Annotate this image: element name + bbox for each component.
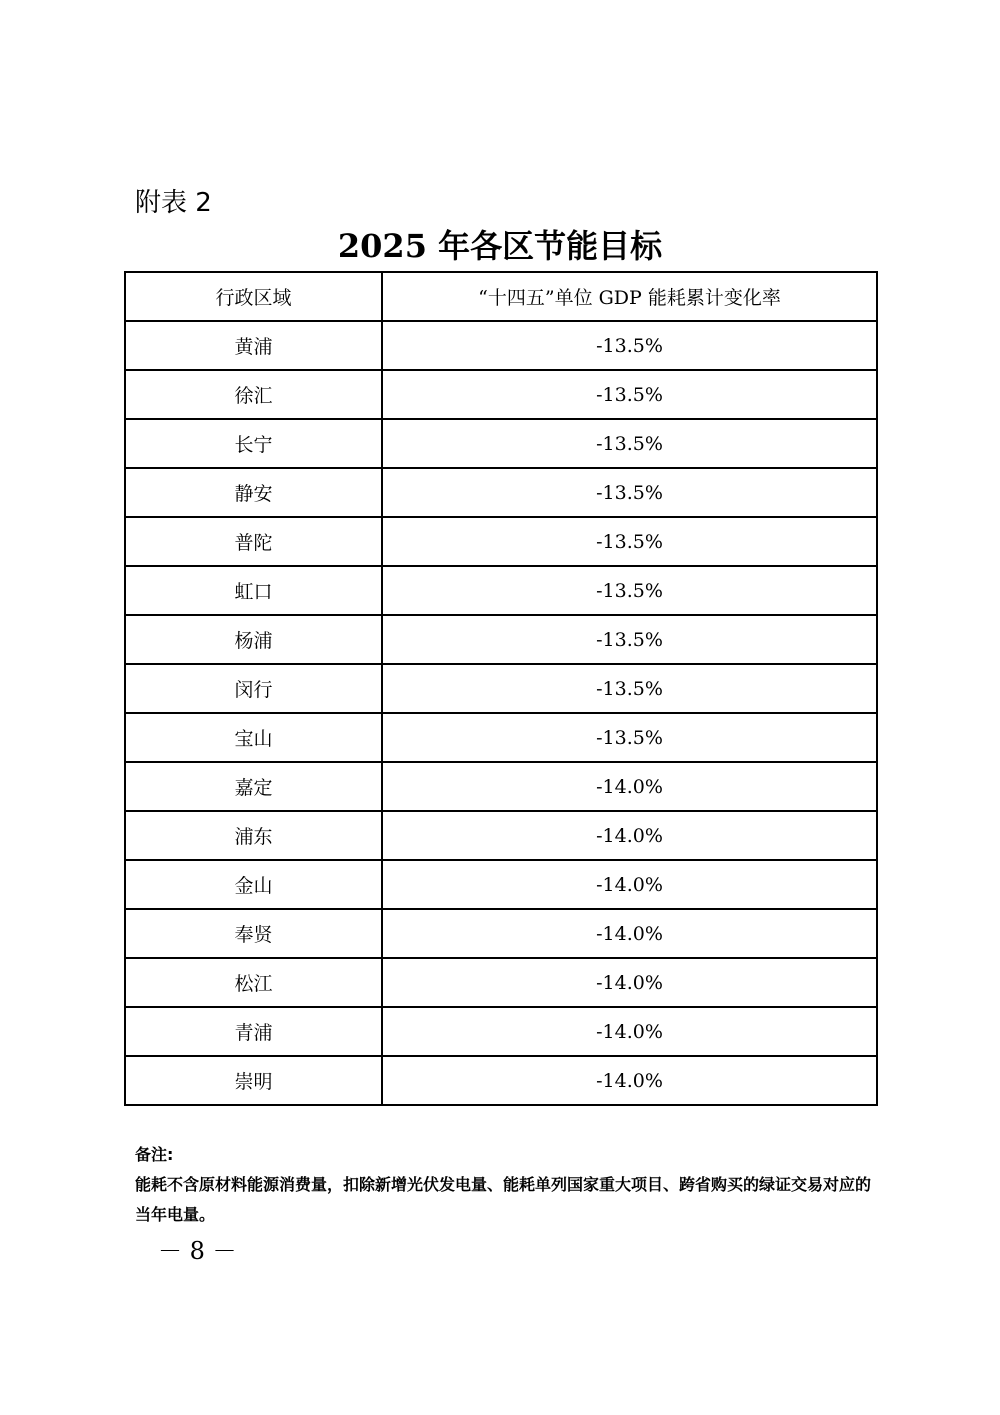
table-row <box>125 566 877 615</box>
rate-cell: -13.5% <box>382 615 877 664</box>
district-cell: 青浦 <box>125 1007 382 1056</box>
district-cell: 普陀 <box>125 517 382 566</box>
district-cell: 金山 <box>125 860 382 909</box>
rate-cell: -13.5% <box>382 566 877 615</box>
rate-cell: -13.5% <box>382 517 877 566</box>
district-cell: 松江 <box>125 958 382 1007</box>
district-cell: 虹口 <box>125 566 382 615</box>
table-row <box>125 909 877 958</box>
district-cell: 长宁 <box>125 419 382 468</box>
district-cell: 杨浦 <box>125 615 382 664</box>
table-row <box>125 762 877 811</box>
notes-section <box>135 1140 885 1230</box>
table-row <box>125 517 877 566</box>
rate-cell: -13.5% <box>382 321 877 370</box>
energy-targets-table <box>124 271 878 1106</box>
district-cell: 崇明 <box>125 1056 382 1105</box>
table-row <box>125 860 877 909</box>
rate-cell: -13.5% <box>382 713 877 762</box>
rate-cell: -14.0% <box>382 958 877 1007</box>
rate-cell: -13.5% <box>382 664 877 713</box>
table-header-row <box>125 272 877 321</box>
table-row <box>125 370 877 419</box>
table-row <box>125 468 877 517</box>
table-row <box>125 664 877 713</box>
district-cell: 宝山 <box>125 713 382 762</box>
table-row <box>125 419 877 468</box>
rate-cell: -13.5% <box>382 419 877 468</box>
notes-text: 能耗不含原材料能源消费量，扣除新增光伏发电量、能耗单列国家重大项目、跨省购买的绿证交易对应的当年电量。 <box>135 1175 872 1224</box>
table-row <box>125 1056 877 1105</box>
district-cell: 奉贤 <box>125 909 382 958</box>
rate-cell: -14.0% <box>382 909 877 958</box>
notes-label: 备注: <box>135 1145 174 1164</box>
appendix-label: 附表 2 <box>135 188 212 218</box>
table-row <box>125 615 877 664</box>
district-cell: 嘉定 <box>125 762 382 811</box>
rate-cell: -14.0% <box>382 762 877 811</box>
page-number: － 8 － <box>158 1237 237 1265</box>
rate-cell: -14.0% <box>382 860 877 909</box>
district-cell: 闵行 <box>125 664 382 713</box>
district-cell: 徐汇 <box>125 370 382 419</box>
district-cell: 浦东 <box>125 811 382 860</box>
district-cell: 黄浦 <box>125 321 382 370</box>
table-row <box>125 713 877 762</box>
header-rate: “十四五”单位 GDP 能耗累计变化率 <box>382 272 877 321</box>
district-cell: 静安 <box>125 468 382 517</box>
table-row <box>125 321 877 370</box>
table-row <box>125 1007 877 1056</box>
rate-cell: -14.0% <box>382 1007 877 1056</box>
table-title: 2025 年各区节能目标 <box>337 227 663 265</box>
rate-cell: -14.0% <box>382 811 877 860</box>
table-row <box>125 958 877 1007</box>
rate-cell: -14.0% <box>382 1056 877 1105</box>
header-district: 行政区域 <box>125 272 382 321</box>
rate-cell: -13.5% <box>382 468 877 517</box>
table-row <box>125 811 877 860</box>
rate-cell: -13.5% <box>382 370 877 419</box>
